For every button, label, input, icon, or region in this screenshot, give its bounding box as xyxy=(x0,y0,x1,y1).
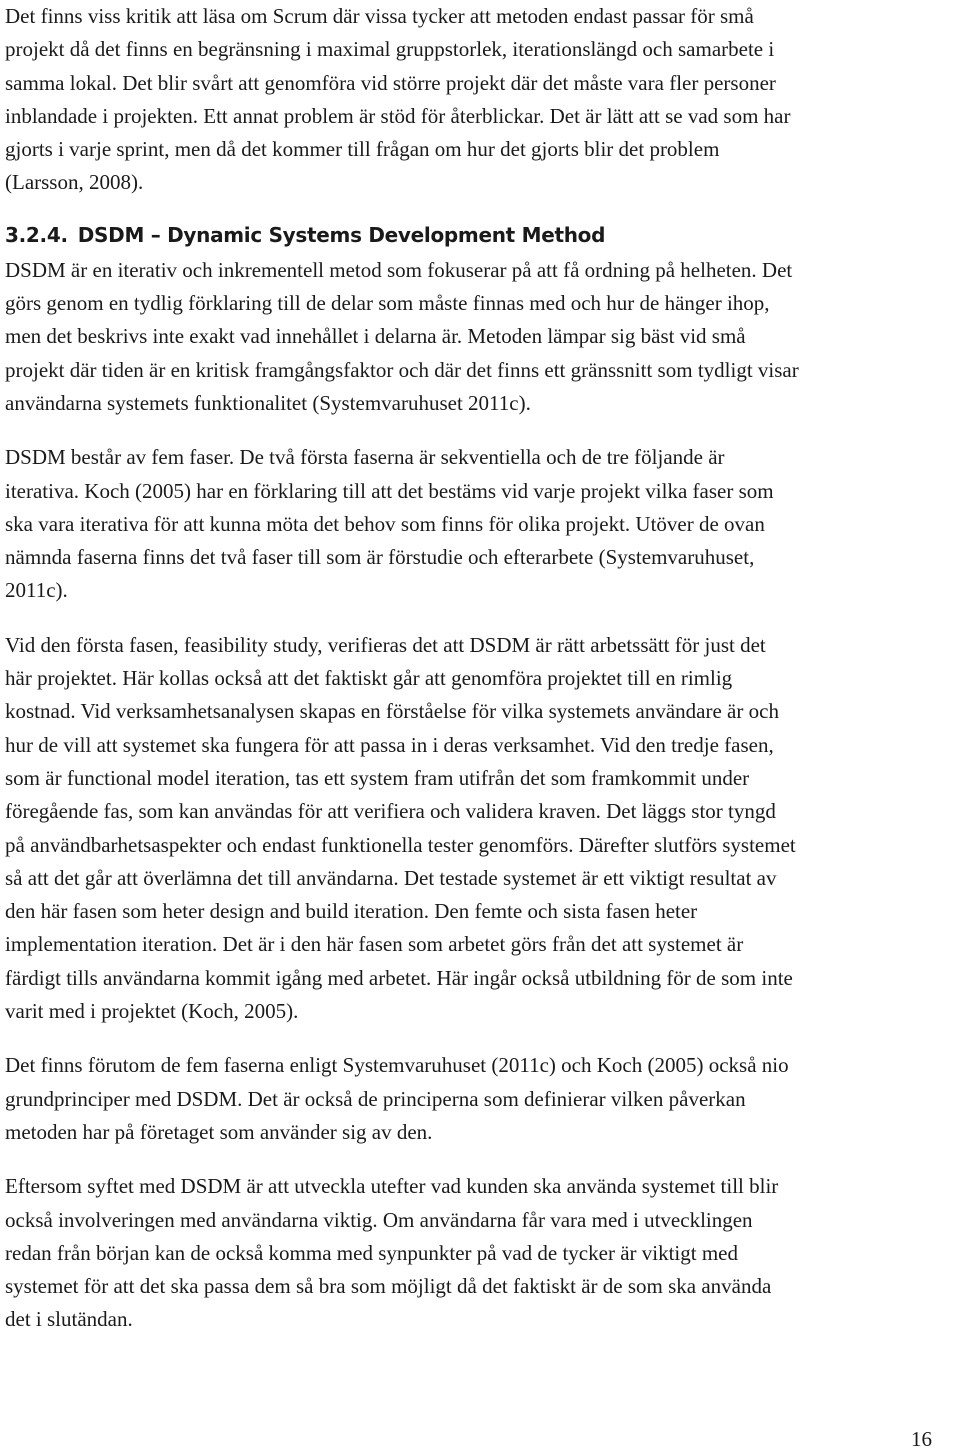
page-number: 16 xyxy=(911,1427,932,1451)
body-paragraph-dsdm-overview: DSDM är en iterativ och inkrementell metod som fokuserar på att få ordning på helheten. Det görs genom en tydlig förklaring till de delar som måste finnas med och hur de hänger ihop, men det beskrivs inte exakt vad innehållet i delarna är. Metoden lämpar sig bäst vid små projekt där tiden är en kritisk framgångsfaktor och där det finns ett gränssnitt som tydligt visar användarna systemets funktionalitet (Systemvaruhuset 2011c). xyxy=(5,257,799,415)
body-paragraph-principles: Det finns förutom de fem faserna enligt Systemvaruhuset (2011c) och Koch (2005) också nio grundprinciper med DSDM. Det är också de principerna som definierar vilken påverkan metoden har på företaget som använder sig av den. xyxy=(5,1053,789,1144)
intro-paragraph: Det finns viss kritik att läsa om Scrum där vissa tycker att metoden endast passar för små projekt då det finns en begränsning i maximal gruppstorlek, iterationslängd och samarbete i samma lokal. Det blir svårt att genomföra vid större projekt där det måste vara fler personer inblandade i projekten. Ett annat problem är stöd för återblickar. Det är lätt att se vad som har gjorts i varje sprint, men då det kommer till frågan om hur det gjorts blir det problem (Larsson, 2008). xyxy=(5,4,791,195)
body-paragraph-phases: DSDM består av fem faser. De två första faserna är sekventiella och de tre följande är iterativa. Koch (2005) har en förklaring till att det bestäms vid varje projekt vilka faser som ska vara iterativa för att kunna möta det behov som finns för olika projekt. Utöver de ovan nämnda faserna finns det två faser till som är förstudie och efterarbete (Systemvaruhuset, 2011c). xyxy=(5,445,774,603)
document-page xyxy=(5,0,951,1337)
body-paragraph-user-involvement: Eftersom syftet med DSDM är att utveckla utefter vad kunden ska använda systemet till blir också involveringen med användarna viktig. Om användarna får vara med i utvecklingen redan från början kan de också komma med synpunkter på vad de tycker är viktigt med systemet för att det ska passa dem så bra som möjligt då det faktiskt är de som ska använda det i slutändan. xyxy=(5,1174,779,1332)
section-number: 3.2.4. xyxy=(5,222,68,247)
section-title: DSDM – Dynamic Systems Development Method xyxy=(77,222,606,247)
body-paragraph-phase-details: Vid den första fasen, feasibility study, verifieras det att DSDM är rätt arbetssätt för just det här projektet. Här kollas också att det faktiskt går att genomföra projektet till en rimlig kostnad. Vid verksamhetsanalysen skapas en förståelse för vilka systemets användare är och hur de vill att systemet ska fungera för att passa in i deras verksamhet. Vid den tredje fasen, som är functional model iteration, tas ett system fram utifrån det som framkommit under föregående fas, som kan användas för att verifiera och validera kraven. Det läggs stor tyngd på användbarhetsaspekter och endast funktionella tester genomförs. Därefter slutförs systemet så att det går att överlämna det till användarna. Det testade systemet är ett viktigt resultat av den här fasen som heter design and build iteration. Den femte och sista fasen heter implementation iteration. Det är i den här fasen som arbetet görs från det att systemet är färdigt tills användarna kommit igång med arbetet. Här ingår också utbildning för de som inte varit med i projektet (Koch, 2005). xyxy=(5,632,796,1024)
section-heading xyxy=(5,220,951,250)
